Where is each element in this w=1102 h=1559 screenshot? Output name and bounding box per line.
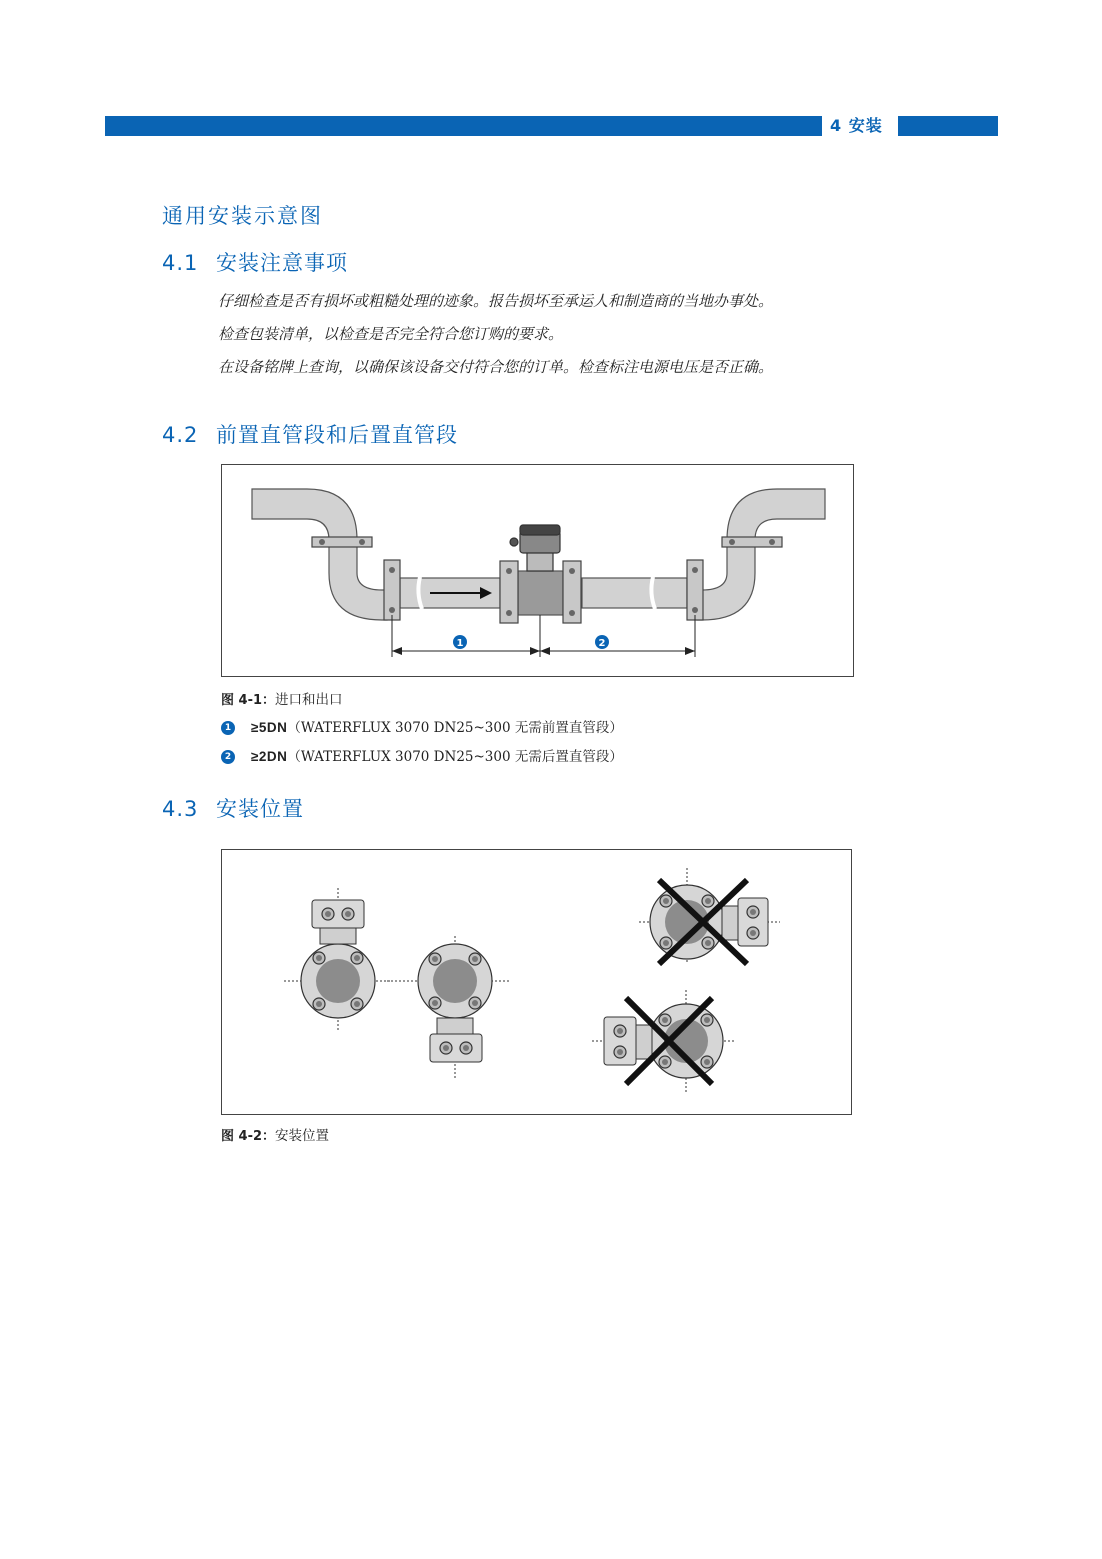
figure-installation-positions	[221, 849, 852, 1115]
note-1: 仔细检查是否有损坏或粗糙处理的迹象。报告损坏至承运人和制造商的当地办事处。	[218, 292, 774, 310]
caption-label: 图 4-2：	[221, 1129, 276, 1144]
pipe-diagram	[222, 465, 853, 676]
legend-marker: 2	[221, 750, 235, 764]
section-4-2-heading	[162, 419, 458, 449]
legend-note: （WATERFLUX 3070 DN25~300 无需后置直管段）	[287, 749, 623, 765]
section-4-3-heading	[162, 793, 304, 823]
svg-text:1: 1	[456, 638, 464, 649]
section-4-1-heading	[162, 247, 348, 277]
legend-value: ≥5DN	[251, 720, 288, 735]
header-bar-end	[898, 116, 998, 136]
section-number: 4.2	[162, 423, 199, 447]
section-title: 前置直管段和后置直管段	[216, 423, 458, 447]
figure-inlet-outlet	[221, 464, 854, 677]
position-head-left-incorrect	[592, 990, 734, 1092]
section-number: 4.1	[162, 251, 199, 275]
svg-text:2: 2	[598, 638, 606, 649]
legend-item-1	[221, 716, 623, 736]
header-bar	[105, 116, 822, 136]
caption-label: 图 4-1：	[221, 693, 276, 708]
note-2: 检查包装清单，以检查是否完全符合您订购的要求。	[218, 325, 564, 343]
marker-2	[595, 635, 609, 649]
position-head-up	[284, 888, 392, 1032]
legend-marker: 1	[221, 721, 235, 735]
note-3: 在设备铭牌上查询，以确保该设备交付符合您的订单。检查标注电源电压是否正确。	[218, 358, 774, 376]
legend-item-2	[221, 745, 623, 765]
position-head-right-incorrect	[639, 868, 780, 964]
section-number: 4.3	[162, 797, 199, 821]
figure-1-caption	[221, 688, 343, 708]
position-head-down	[387, 936, 510, 1078]
legend-note: （WATERFLUX 3070 DN25~300 无需前置直管段）	[287, 720, 623, 736]
caption-text: 进口和出口	[275, 692, 343, 708]
section-title: 安装位置	[216, 797, 304, 821]
installation-positions-diagram	[222, 850, 851, 1114]
section-title: 安装注意事项	[216, 251, 348, 275]
page-title: 通用安装示意图	[162, 204, 323, 228]
figure-2-caption	[221, 1124, 329, 1144]
marker-1	[453, 635, 467, 649]
chapter-label: 4 安装	[830, 116, 883, 135]
legend-value: ≥2DN	[251, 749, 288, 764]
caption-text: 安装位置	[275, 1128, 330, 1144]
